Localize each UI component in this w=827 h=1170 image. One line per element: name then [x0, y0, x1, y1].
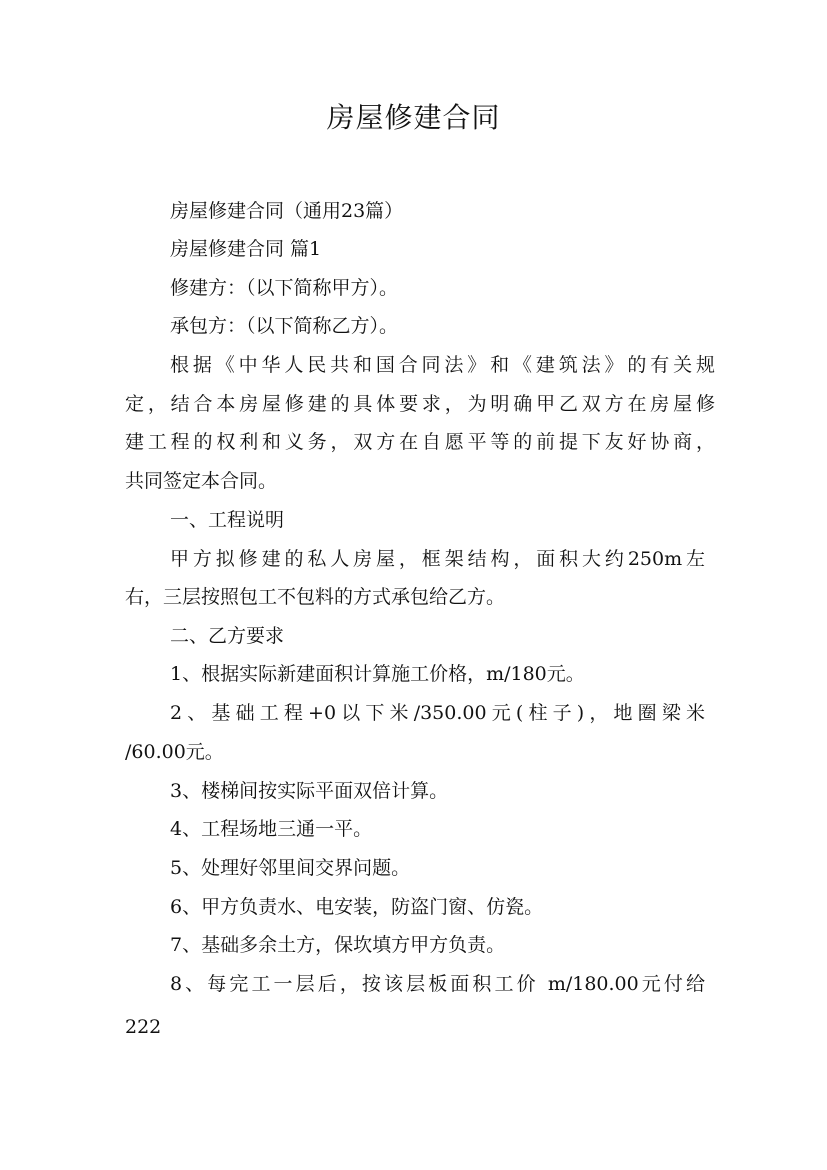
paragraph-line: 承包方：（以下简称乙方）。 — [170, 315, 399, 337]
list-item: 7、基础多余土方，保坎填方甲方负责。 — [170, 934, 506, 956]
list-item: 8、每完工一层后，按该层板面积工价 m/180.00元付给 — [170, 973, 705, 995]
list-item: 1、根据实际新建面积计算施工价格，m/180元。 — [170, 663, 585, 685]
section-heading: 一、工程说明 — [170, 509, 285, 531]
section-heading: 二、乙方要求 — [170, 625, 285, 647]
paragraph-line: 房屋修建合同（通用23篇） — [170, 200, 404, 222]
page-number: 222 — [125, 1016, 162, 1038]
paragraph-line: 建工程的权利和义务，双方在自愿平等的前提下友好协商， — [125, 431, 715, 453]
list-item: 2、基础工程+0以下米/350.00元(柱子)，地圈梁米 — [170, 702, 705, 724]
document-title: 房屋修建合同 — [326, 101, 501, 134]
paragraph-line: 根据《中华人民共和国合同法》和《建筑法》的有关规 — [170, 354, 715, 376]
list-item: 4、工程场地三通一平。 — [170, 818, 373, 840]
paragraph-line: 定，结合本房屋修建的具体要求，为明确甲乙双方在房屋修 — [125, 393, 715, 415]
list-item: 5、处理好邻里间交界问题。 — [170, 857, 411, 879]
paragraph-line: 右，三层按照包工不包料的方式承包给乙方。 — [125, 586, 506, 608]
paragraph-line: /60.00元。 — [125, 741, 224, 763]
paragraph-line: 修建方：（以下简称甲方）。 — [170, 277, 399, 299]
paragraph-line: 甲方拟修建的私人房屋，框架结构，面积大约250m左 — [170, 548, 705, 570]
paragraph-line: 共同签定本合同。 — [125, 470, 278, 492]
list-item: 6、甲方负责水、电安装，防盗门窗、仿瓷。 — [170, 896, 544, 918]
list-item: 3、楼梯间按实际平面双倍计算。 — [170, 780, 449, 802]
paragraph-line: 房屋修建合同 篇1 — [170, 238, 322, 260]
